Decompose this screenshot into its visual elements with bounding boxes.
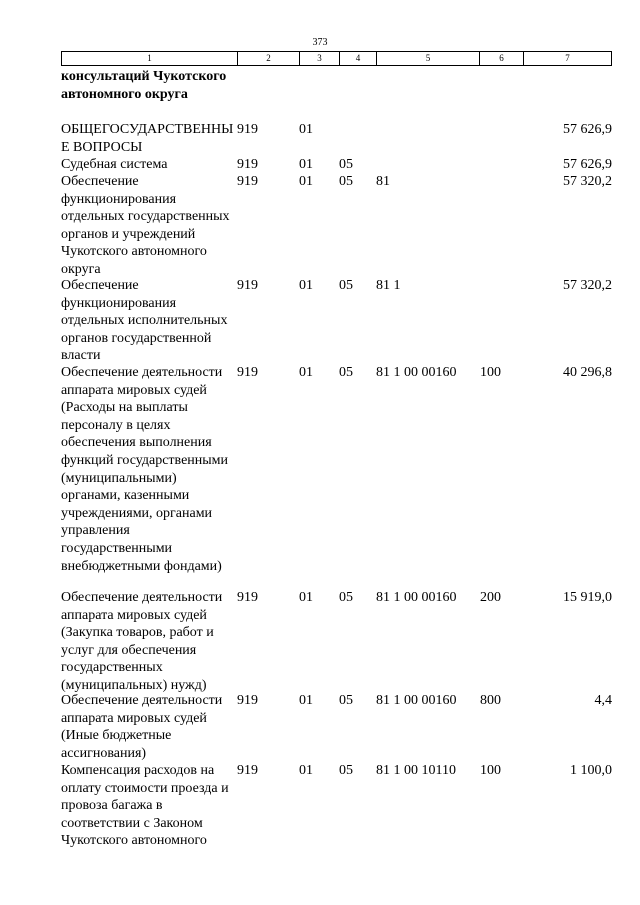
row-subsection-code: 05: [339, 590, 353, 605]
row-subsection-code: 05: [339, 693, 353, 708]
row-description: Обеспечение функционирования отдельных исполнительных органов государственной власти: [61, 278, 228, 364]
row-subsection-code: 05: [339, 157, 353, 172]
row-amount: 57 320,2: [563, 278, 612, 293]
row-description: Обеспечение функционирования отдельных государственных органов и учреждений Чукотского автономного округа: [61, 174, 230, 277]
column-number-header: [61, 51, 612, 66]
column-number-2: 2: [238, 52, 300, 66]
row-subsection-code: 05: [339, 763, 353, 778]
row-target-code: 81 1 00 00160: [376, 693, 457, 708]
row-description: Обеспечение деятельности аппарата мировых судей (Закупка товаров, работ и услуг для обеспечения государственных (муниципальных) нужд): [61, 590, 223, 693]
row-subsection-code: 05: [339, 174, 353, 189]
row-description: Судебная система: [61, 157, 168, 172]
row-amount: 57 320,2: [563, 174, 612, 189]
row-section-code: 01: [299, 763, 313, 778]
row-description: Компенсация расходов на оплату стоимости проезда и провоза багажа в соответствии с Законом Чукотского автономного: [61, 763, 229, 849]
row-amount: 1 100,0: [570, 763, 612, 778]
row-description: Обеспечение деятельности аппарата мировых судей (Расходы на выплаты персоналу в целях обеспечения выполнения функций государственными (муниципальными) органами, казенными учреждениями, органами управления государственными внебюджетными фондами): [61, 365, 229, 574]
column-number-4: 4: [340, 52, 377, 66]
row-expense-type: 200: [480, 590, 501, 605]
row-section-code: 01: [299, 693, 313, 708]
row-ministry-code: 919: [237, 278, 258, 293]
row-subsection-code: 05: [339, 278, 353, 293]
row-target-code: 81 1 00 00160: [376, 365, 457, 380]
row-amount: 57 626,9: [563, 157, 612, 172]
row-ministry-code: 919: [237, 174, 258, 189]
row-target-code: 81: [376, 174, 390, 189]
row-ministry-code: 919: [237, 365, 258, 380]
row-amount: 4,4: [594, 693, 612, 708]
row-expense-type: 800: [480, 693, 501, 708]
row-section-code: 01: [299, 157, 313, 172]
row-ministry-code: 919: [237, 157, 258, 172]
column-number-1: 1: [62, 52, 238, 66]
column-number-7: 7: [524, 52, 612, 66]
row-section-code: 01: [299, 174, 313, 189]
row-expense-type: 100: [480, 365, 501, 380]
row-ministry-code: 919: [237, 590, 258, 605]
row-section-code: 01: [299, 278, 313, 293]
row-section-code: 01: [299, 122, 313, 137]
row-section-code: 01: [299, 590, 313, 605]
row-ministry-code: 919: [237, 122, 258, 137]
column-number-3: 3: [300, 52, 340, 66]
column-number-6: 6: [480, 52, 524, 66]
row-ministry-code: 919: [237, 693, 258, 708]
row-target-code: 81 1 00 00160: [376, 590, 457, 605]
row-target-code: 81 1 00 10110: [376, 763, 456, 778]
row-description: консультаций Чукотского автономного округа: [61, 69, 227, 102]
row-description: ОБЩЕГОСУДАРСТВЕННЫЕ ВОПРОСЫ: [61, 122, 234, 155]
row-target-code: 81 1: [376, 278, 401, 293]
row-description: Обеспечение деятельности аппарата мировых судей (Иные бюджетные ассигнования): [61, 693, 223, 761]
row-expense-type: 100: [480, 763, 501, 778]
row-subsection-code: 05: [339, 365, 353, 380]
row-amount: 15 919,0: [563, 590, 612, 605]
column-number-5: 5: [377, 52, 480, 66]
row-amount: 40 296,8: [563, 365, 612, 380]
row-section-code: 01: [299, 365, 313, 380]
row-ministry-code: 919: [237, 763, 258, 778]
page-number: 373: [312, 37, 328, 48]
row-amount: 57 626,9: [563, 122, 612, 137]
